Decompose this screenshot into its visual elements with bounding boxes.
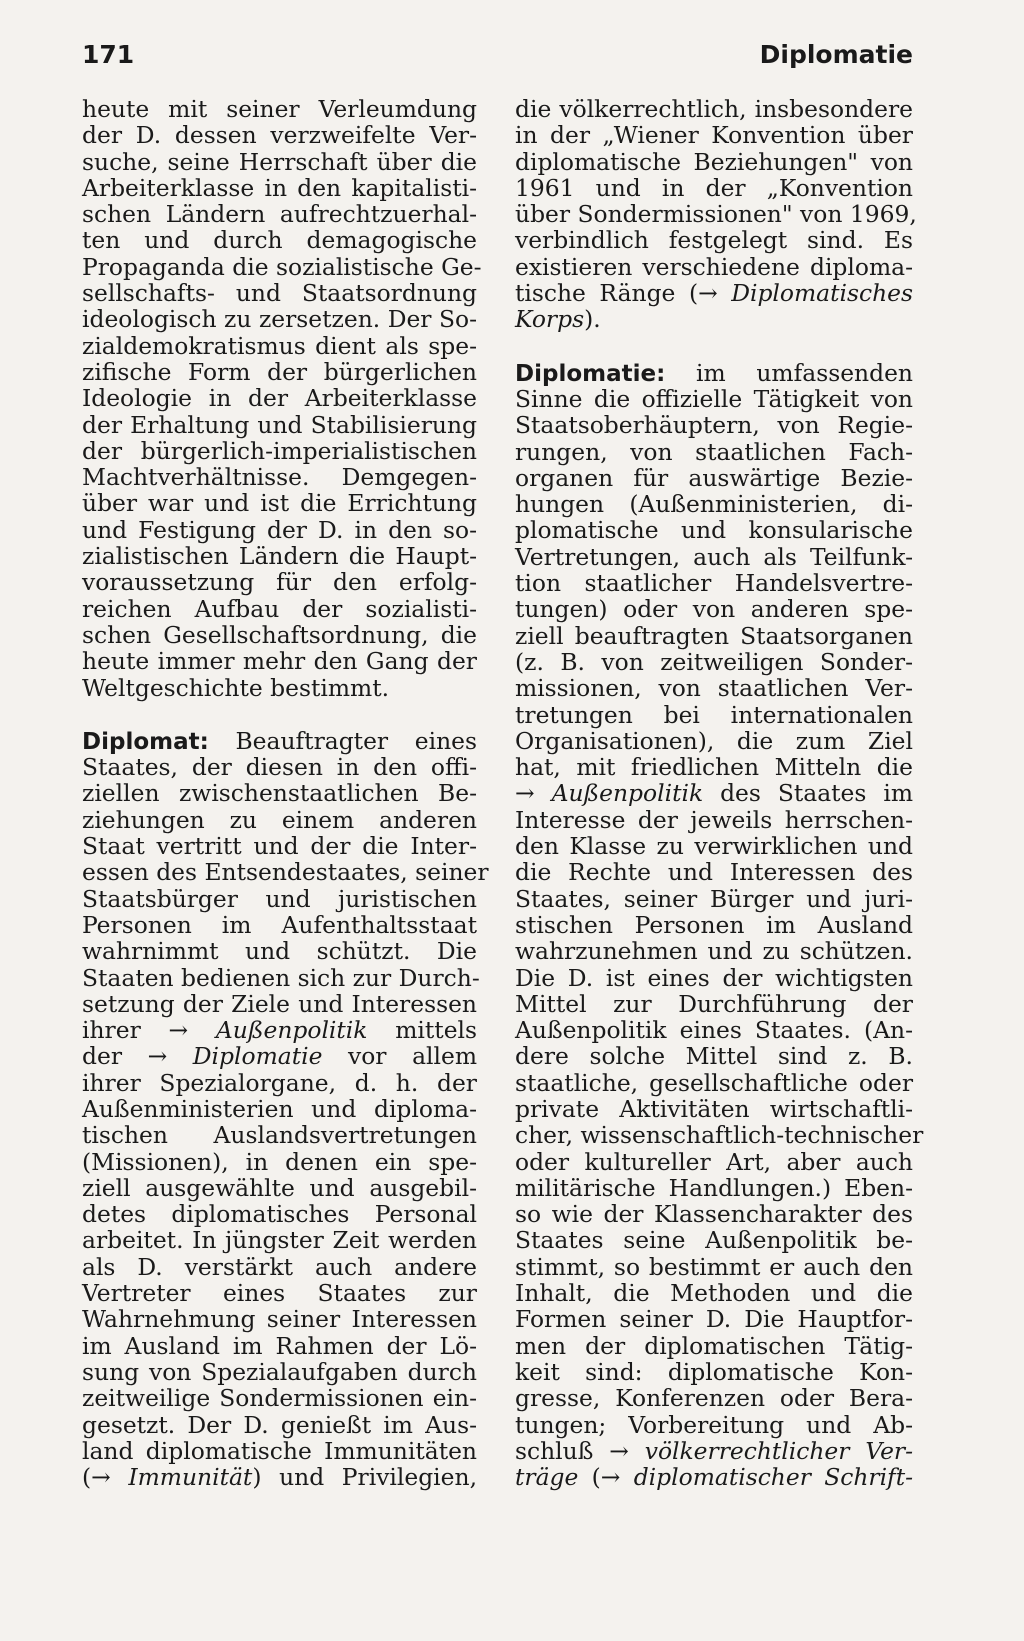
text-line: hat, mit friedlichen Mitteln die [515, 753, 913, 782]
text-line: der bürgerlich-imperialistischen [82, 436, 477, 465]
text-line: rungen, von staatlichen Fach- [515, 437, 913, 466]
text-line: Weltgeschichte bestimmt. [82, 673, 390, 702]
text-line: Interesse der jeweils herrschen- [515, 805, 913, 834]
text-line: wahrnimmt und schützt. Die [82, 937, 477, 966]
text-fragment: ) [252, 1463, 280, 1492]
text-line: militärische Handlungen.) Eben- [515, 1173, 913, 1202]
text-line: Inhalt, die Methoden und die [515, 1279, 913, 1308]
text-line: cher, wissenschaftlich-technischer [515, 1121, 924, 1150]
text-line: zialistischen Ländern die Haupt- [82, 542, 477, 571]
cross-reference-arrow: (→ [688, 279, 718, 308]
text-line: ziell beauftragten Staatsorganen [515, 621, 913, 650]
text-line: tion staatlicher Handelsvertre- [515, 569, 913, 598]
text-fragment: und Privilegien, [279, 1463, 478, 1492]
headword-diplomatie: Diplomatie: [515, 360, 666, 387]
text-fragment: schluß [515, 1436, 594, 1465]
text-line: Ideologie in der Arbeiterklasse [82, 384, 477, 413]
cross-reference-vertraege-continued[interactable]: träge [515, 1463, 579, 1492]
text-line: Propaganda die sozialistische Ge- [82, 252, 482, 281]
text-line-with-reference [515, 1464, 913, 1490]
text-line: den Klasse zu verwirklichen und [515, 832, 913, 861]
paragraph-gap [82, 701, 477, 728]
text-line: sung von Spezialaufgaben durch [82, 1357, 477, 1386]
text-line: die Rechte und Interessen des [515, 858, 913, 887]
text-line: (z. B. von zeitweiligen Sonder- [515, 647, 913, 676]
text-line: über Sondermissionen" von 1969, [515, 200, 917, 229]
text-line: Staates seine Außenpolitik be- [515, 1226, 913, 1255]
text-line: und Festigung der D. in den so- [82, 515, 477, 544]
text-line: Wahrnehmung seiner Interessen [82, 1305, 477, 1334]
entry-diplomatie [515, 358, 924, 1492]
entry-first-line [82, 728, 477, 754]
cross-reference-immunitaet[interactable]: Immunität [128, 1463, 253, 1492]
text-line: verbindlich festgelegt sind. Es [515, 226, 913, 255]
text-line: Formen seiner D. Die Hauptfor- [515, 1305, 913, 1334]
text-line: land diplomatische Immunitäten [82, 1436, 477, 1465]
entry-first-line [515, 360, 913, 386]
text-line-with-reference [515, 280, 913, 306]
text-line: gresse, Konferenzen oder Bera- [515, 1384, 913, 1413]
text-line: Staates, der diesen in den offi- [82, 753, 477, 782]
text-fragment: ). [584, 305, 601, 334]
text-line: essen des Entsendestaates, seiner [82, 858, 489, 887]
text-line: reichen Aufbau der sozialisti- [82, 594, 477, 623]
text-line: schen Ländern aufrechtzuerhal- [82, 200, 477, 229]
text-line: existieren verschiedene diploma- [515, 252, 913, 281]
text-line: Staates, seiner Bürger und juri- [515, 884, 913, 913]
paragraph-gap [515, 333, 913, 360]
entry-diplomat [82, 726, 489, 1492]
text-line: schen Gesellschaftsordnung, die [82, 620, 477, 649]
text-line: stimmt, so bestimmt er auch den [515, 1252, 913, 1281]
text-fragment: im umfassenden [696, 358, 913, 387]
text-line: 1961 und in der „Konvention [515, 173, 913, 202]
running-head: Diplomatie [759, 40, 913, 69]
text-fragment: vor allem [348, 1042, 478, 1071]
text-line: missionen, von staatlichen Ver- [515, 674, 913, 703]
text-line: ziehungen zu einem anderen [82, 805, 477, 834]
text-line: ideologisch zu zersetzen. Der So- [82, 305, 477, 334]
text-line: Staat vertritt und der die Inter- [82, 832, 477, 861]
text-fragment: der [82, 1042, 122, 1071]
text-line-with-reference [515, 306, 913, 332]
text-line: zeitweilige Sondermissionen ein- [82, 1384, 477, 1413]
text-line: arbeitet. In jüngster Zeit werden [82, 1226, 477, 1255]
text-line-with-reference [82, 1464, 477, 1490]
text-line: Arbeiterklasse in den kapitalisti- [82, 173, 477, 202]
text-line: zifische Form der bürgerlichen [82, 357, 477, 386]
text-line: Vertreter eines Staates zur [82, 1279, 477, 1308]
text-line: heute immer mehr den Gang der [82, 647, 477, 676]
text-line: oder kultureller Art, aber auch [515, 1147, 913, 1176]
paragraph-diplomat-continued [515, 95, 917, 334]
cross-reference-korps[interactable]: Korps [515, 305, 585, 334]
text-line: setzung der Ziele und Interessen [82, 989, 477, 1018]
cross-reference-aussenpolitik[interactable]: Außenpolitik [551, 779, 704, 808]
cross-reference-arrow: (→ [591, 1463, 621, 1492]
text-line-with-reference [515, 1438, 913, 1464]
text-line: suche, seine Herrschaft über die [82, 147, 477, 176]
text-line: staatliche, gesellschaftliche oder [515, 1068, 913, 1097]
text-line: Organisationen), die zum Ziel [515, 726, 913, 755]
text-line-with-reference [82, 1017, 477, 1043]
text-line: die völkerrechtlich, insbesondere [515, 95, 913, 123]
text-line: detes diplomatisches Personal [82, 1200, 477, 1229]
text-line-with-reference [82, 1043, 477, 1069]
text-fragment: Beauftragter eines [235, 726, 478, 755]
right-column [515, 95, 924, 1492]
text-line: Sinne die offizielle Tätigkeit von [515, 384, 913, 413]
text-line: Personen im Aufenthaltsstaat [82, 910, 477, 939]
text-line: zialdemokratismus dient als spe- [82, 331, 477, 360]
text-line: Staatsbürger und juristischen [82, 884, 477, 913]
text-line: Machtverhältnisse. Demgegen- [82, 463, 477, 492]
text-line: tischen Auslandsvertretungen [82, 1121, 477, 1150]
cross-reference-diplomatisches-korps[interactable]: Diplomatisches [731, 279, 913, 308]
cross-reference-voelkerrechtliche-vertraege[interactable]: völkerrechtlicher Ver- [644, 1436, 914, 1465]
text-fragment: tische Ränge [515, 279, 676, 308]
headword-diplomat: Diplomat: [82, 728, 209, 755]
left-column [82, 95, 489, 1492]
text-fragment: des Staates im [720, 779, 914, 808]
text-line: ziellen zwischenstaatlichen Be- [82, 779, 477, 808]
text-line: Mittel zur Durchführung der [515, 989, 913, 1018]
cross-reference-diplomatie[interactable]: Diplomatie [192, 1042, 323, 1071]
text-line: der Erhaltung und Stabilisierung [82, 410, 477, 439]
text-line: in der „Wiener Konvention über [515, 121, 913, 150]
text-line: men der diplomatischen Tätig- [515, 1331, 913, 1360]
cross-reference-diplomatischer-schriftverkehr[interactable]: diplomatischer Schrift- [633, 1463, 914, 1492]
text-line: ihrer Spezialorgane, d. h. der [82, 1068, 477, 1097]
text-line: der D. dessen verzweifelte Ver- [82, 121, 477, 150]
text-line-with-reference [515, 780, 913, 806]
text-line: gesetzt. Der D. genießt im Aus- [82, 1410, 477, 1439]
text-line: über war und ist die Errichtung [82, 489, 477, 518]
text-line: als D. verstärkt auch andere [82, 1252, 477, 1281]
text-line: Außenministerien und diploma- [82, 1094, 477, 1123]
text-line: Vertretungen, auch als Teilfunk- [515, 542, 913, 571]
text-line: plomatische und konsularische [515, 516, 913, 545]
text-line: stischen Personen im Ausland [515, 910, 913, 939]
text-line: tungen; Vorbereitung und Ab- [515, 1410, 913, 1439]
text-line: wahrzunehmen und zu schützen. [515, 937, 913, 966]
text-line: heute mit seiner Verleumdung [82, 95, 477, 123]
text-line: voraussetzung für den erfolg- [82, 568, 477, 597]
text-line: tretungen bei internationalen [515, 700, 913, 729]
text-line: Die D. ist eines der wichtigsten [515, 963, 913, 992]
text-line: im Ausland im Rahmen der Lö- [82, 1331, 477, 1360]
cross-reference-arrow: → [609, 1436, 629, 1465]
cross-reference-arrow: → [168, 1016, 189, 1045]
page-number: 171 [82, 40, 135, 69]
text-line: sellschafts- und Staatsordnung [82, 279, 477, 308]
paragraph-sozialdemokratismus-continued [82, 95, 482, 702]
text-line: Staatsoberhäuptern, von Regie- [515, 411, 913, 440]
text-line: Außenpolitik eines Staates. (An- [515, 1016, 913, 1045]
text-fragment: mittels [395, 1016, 478, 1045]
cross-reference-arrow: (→ [82, 1463, 111, 1492]
text-line: so wie der Klassencharakter des [515, 1200, 913, 1229]
text-fragment: ihrer [82, 1016, 141, 1045]
text-line: private Aktivitäten wirtschaftli- [515, 1094, 913, 1123]
text-line: Staaten bedienen sich zur Durch- [82, 963, 480, 992]
cross-reference-arrow: → [147, 1042, 168, 1071]
cross-reference-arrow: → [515, 779, 535, 808]
text-line: (Missionen), in denen ein spe- [82, 1147, 477, 1176]
text-line: tungen) oder von anderen spe- [515, 595, 913, 624]
text-line: diplomatische Beziehungen" von [515, 147, 913, 176]
text-line: dere solche Mittel sind z. B. [515, 1042, 913, 1071]
text-line: ten und durch demagogische [82, 226, 477, 255]
text-line: hungen (Außenministerien, di- [515, 490, 913, 519]
cross-reference-aussenpolitik[interactable]: Außenpolitik [215, 1016, 368, 1045]
text-line: organen für auswärtige Bezie- [515, 463, 913, 492]
text-line: keit sind: diplomatische Kon- [515, 1357, 913, 1386]
text-line: ziell ausgewählte und ausgebil- [82, 1173, 477, 1202]
